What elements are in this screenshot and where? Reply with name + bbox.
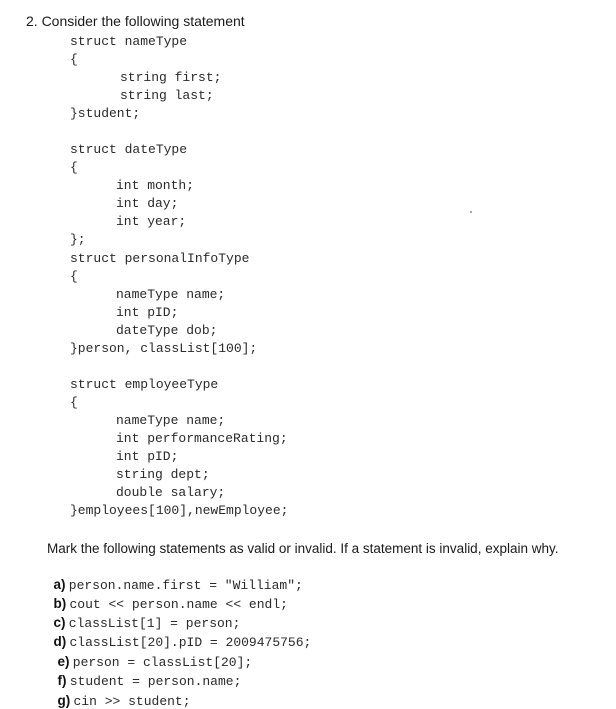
item-label: b) [53, 596, 67, 611]
code-line: int pID; [116, 449, 179, 464]
struct-nametype-close: }student; [70, 106, 141, 121]
struct-personalinfotype-header: struct personalInfoType [70, 251, 250, 266]
item-statement: cout << person.name << endl; [69, 597, 288, 612]
struct-nametype-header: struct nameType [70, 34, 188, 49]
code-line: int month; [116, 178, 195, 193]
struct-nametype-open-brace: { [70, 52, 78, 67]
code-line: dateType dob; [116, 323, 218, 338]
item-statement: person.name.first = "William"; [68, 578, 303, 593]
struct-personalinfotype-close: }person, classList[100]; [70, 341, 258, 356]
item-statement: person = classList[20]; [72, 655, 253, 670]
struct-employeetype-open-brace: { [70, 395, 78, 410]
question-title: 2. Consider the following statement [26, 13, 245, 29]
item-label: e) [57, 654, 70, 669]
code-line: int pID; [116, 305, 179, 320]
code-line: int day; [116, 196, 179, 211]
item-statement: classList[20].pID = 2009475756; [69, 635, 312, 650]
struct-personalinfotype-open-brace: { [70, 269, 78, 284]
instructions: Mark the following statements as valid or invalid. If a statement is invalid, explain why. [47, 541, 559, 556]
item-label: d) [53, 634, 67, 649]
list-item [51, 677, 191, 709]
stray-mark [470, 211, 472, 213]
code-line: int performanceRating; [116, 431, 288, 446]
struct-employeetype-close: }employees[100],newEmployee; [70, 503, 289, 518]
code-line: string first; [120, 70, 222, 85]
code-line: nameType name; [116, 287, 226, 302]
code-line: string last; [120, 88, 214, 103]
code-line: double salary; [116, 485, 226, 500]
item-label: g) [57, 693, 71, 708]
struct-datetype-header: struct dateType [70, 142, 188, 157]
item-label: f) [57, 673, 67, 688]
struct-employeetype-header: struct employeeType [70, 377, 219, 392]
code-line: string dept; [116, 467, 210, 482]
item-statement: cin >> student; [73, 694, 191, 709]
item-statement: classList[1] = person; [68, 616, 241, 631]
code-line: nameType name; [116, 413, 226, 428]
item-label: a) [53, 577, 66, 592]
item-label: c) [53, 615, 66, 630]
item-statement: student = person.name; [69, 674, 242, 689]
code-line: int year; [116, 214, 187, 229]
struct-datetype-open-brace: { [70, 160, 78, 175]
struct-datetype-close: }; [70, 232, 86, 247]
